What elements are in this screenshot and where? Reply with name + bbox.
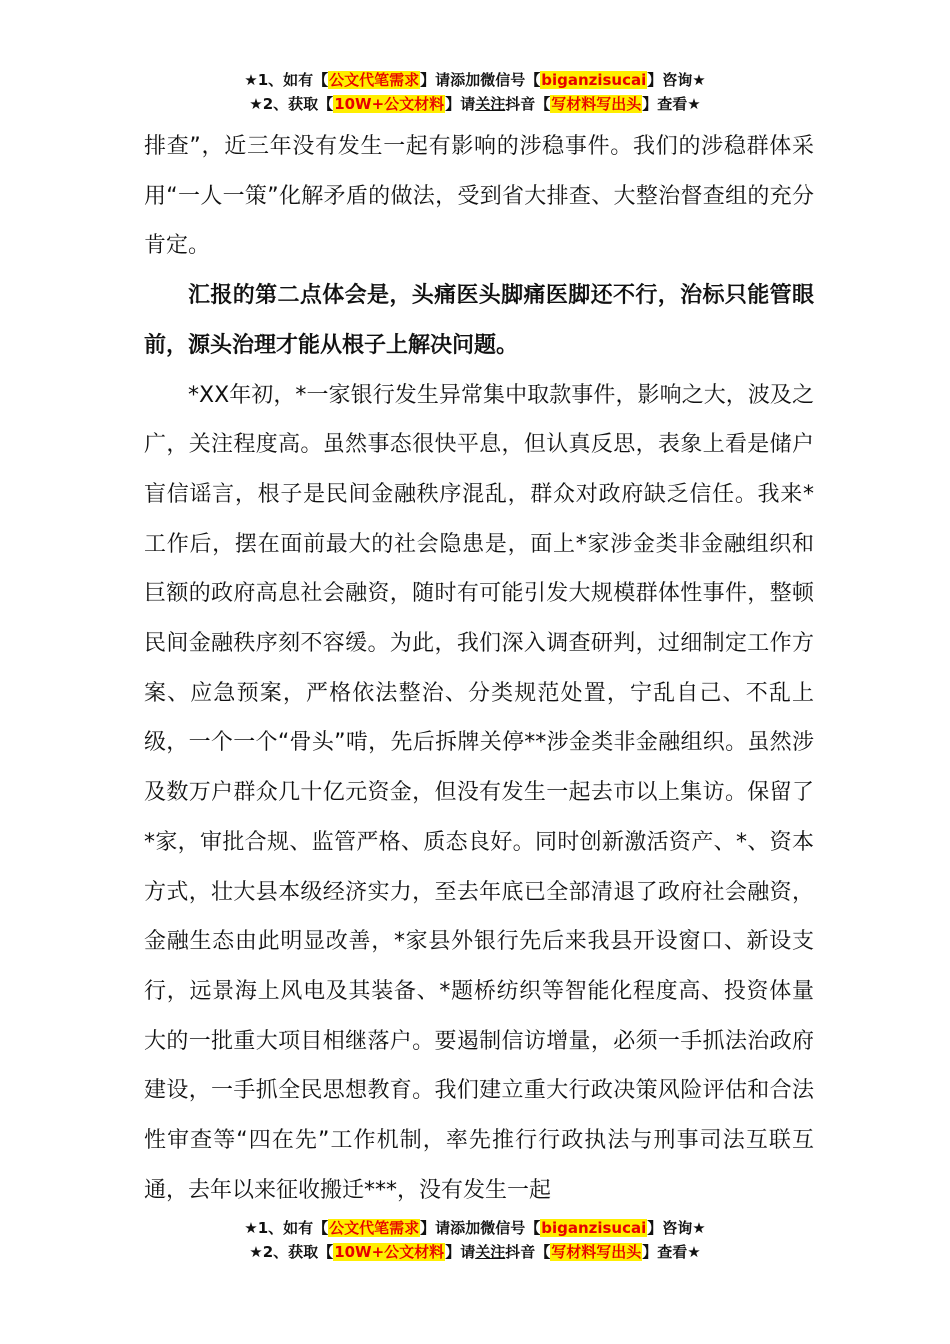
highlight-materials: 10W+公文材料 bbox=[334, 95, 445, 113]
highlight-wechat-id: biganzisucai bbox=[541, 71, 647, 89]
banner-line-1: ★1、如有【公文代笔需求】请添加微信号【biganzisucai】咨询★ bbox=[244, 71, 706, 89]
banner-line-2: ★2、获取【10W+公文材料】请关注抖音【写材料写出头】查看★ bbox=[249, 95, 701, 113]
paragraph-heading-second-point: 汇报的第二点体会是，头痛医头脚痛医脚还不行，治标只能管眼前，源头治理才能从根子上解决问题。 bbox=[144, 283, 814, 358]
highlight-douyin-account: 写材料写出头 bbox=[551, 95, 642, 113]
paragraph-body: *XX年初，*一家银行发生异常集中取款事件，影响之大，波及之广，关注程度高。虽然事态很快平息，但认真反思，表象上看是储户盲信谣言，根子是民间金融秩序混乱，群众对政府缺乏信任。我来*工作后，摆在面前最大的社会隐患是，面上*家涉金类非金融组织和巨额的政府高息社会融资，随时有可能引发大规模群体性事件，整顿民间金融秩序刻不容缓。为此，我们深入调查研判，过细制定工作方案、应急预案，严格依法整治、分类规范处置，宁乱自己、不乱上级，一个一个“骨头”啃，先后拆牌关停**涉金类非金融组织。虽然涉及数万户群众几十亿元资金，但没有发生一起去市以上集访。保留了*家，审批合规、监管严格、质态良好。同时创新激活资产、*、资本方式，壮大县本级经济实力，至去年底已全部清退了政府社会融资，金融生态由此明显改善，*家县外银行先后来我县开设窗口、新设支行，远景海上风电及其装备、*题桥纺织等智能化程度高、投资体量大的一批重大项目相继落户。要遏制信访增量，必须一手抓法治政府建设，一手抓全民思想教育。我们建立重大行政决策风险评估和合法性审查等“四在先”工作机制，率先推行行政执法与刑事司法互联互通，去年以来征收搬迁***，没有发生一起 bbox=[144, 382, 814, 1203]
banner-line-2: ★2、获取【10W+公文材料】请关注抖音【写材料写出头】查看★ bbox=[249, 1243, 701, 1261]
highlight-service: 公文代笔需求 bbox=[329, 1219, 420, 1237]
highlight-service: 公文代笔需求 bbox=[329, 71, 420, 89]
document-body bbox=[144, 122, 814, 1215]
header-banner bbox=[0, 68, 950, 116]
footer-banner bbox=[0, 1216, 950, 1264]
banner-line-1: ★1、如有【公文代笔需求】请添加微信号【biganzisucai】咨询★ bbox=[244, 1219, 706, 1237]
highlight-materials: 10W+公文材料 bbox=[334, 1243, 445, 1261]
highlight-douyin-account: 写材料写出头 bbox=[551, 1243, 642, 1261]
paragraph-continued: 排查”，近三年没有发生一起有影响的涉稳事件。我们的涉稳群体采用“一人一策”化解矛盾的做法，受到省大排查、大整治督查组的充分肯定。 bbox=[144, 134, 814, 259]
highlight-wechat-id: biganzisucai bbox=[541, 1219, 647, 1237]
